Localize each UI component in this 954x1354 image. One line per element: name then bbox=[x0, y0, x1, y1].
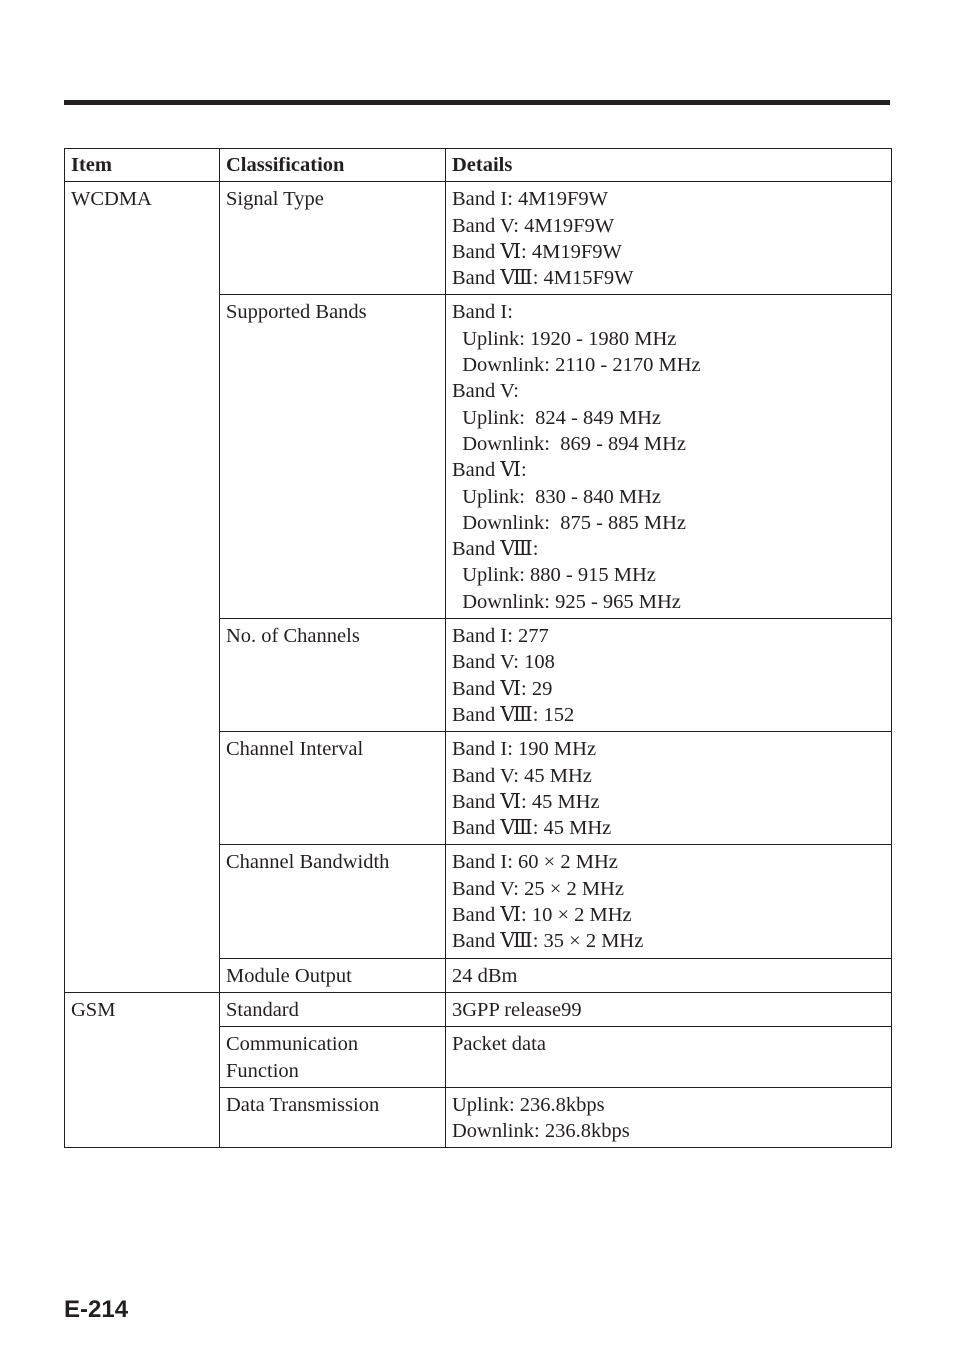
detail-line: Uplink: 236.8kbps bbox=[452, 1093, 605, 1116]
detail-line: Band Ⅷ: 45 MHz bbox=[452, 817, 612, 840]
detail-line: 3GPP release99 bbox=[452, 998, 582, 1021]
detail-line: Uplink: 1920 - 1980 MHz bbox=[452, 327, 677, 350]
detail-line: Band V: 45 MHz bbox=[452, 764, 592, 787]
detail-line: Downlink: 2110 - 2170 MHz bbox=[452, 354, 701, 377]
classification-line: Standard bbox=[226, 998, 299, 1021]
table-row bbox=[65, 182, 892, 295]
page-number: E-214 bbox=[64, 1296, 129, 1323]
classification-line: Data Transmission bbox=[226, 1093, 380, 1116]
classification-cell: Supported Bands bbox=[220, 295, 446, 619]
details-cell bbox=[446, 295, 892, 619]
details-cell bbox=[446, 1087, 892, 1148]
detail-line: Band V: 108 bbox=[452, 651, 555, 674]
table-row bbox=[65, 992, 892, 1026]
detail-line: Band I: 190 MHz bbox=[452, 738, 597, 761]
detail-line: Band I: 277 bbox=[452, 625, 549, 648]
details-cell bbox=[446, 732, 892, 845]
detail-line: Band V: 25 × 2 MHz bbox=[452, 877, 624, 900]
detail-line: Band Ⅵ: 45 MHz bbox=[452, 790, 600, 813]
details-cell bbox=[446, 1027, 892, 1088]
detail-line: Band Ⅵ: 4M19F9W bbox=[452, 240, 622, 263]
detail-line: Band Ⅷ: bbox=[452, 538, 539, 561]
classification-line: Function bbox=[226, 1059, 299, 1082]
detail-line: Band I: 60 × 2 MHz bbox=[452, 851, 618, 874]
detail-line: Band Ⅷ: 152 bbox=[452, 703, 575, 726]
classification-cell: Channel Interval bbox=[220, 732, 446, 845]
detail-line: Band Ⅵ: 29 bbox=[452, 677, 553, 700]
detail-line: Downlink: 869 - 894 MHz bbox=[452, 432, 687, 455]
details-cell bbox=[446, 619, 892, 732]
detail-line: Uplink: 880 - 915 MHz bbox=[452, 564, 656, 587]
detail-line: Band I: 4M19F9W bbox=[452, 188, 609, 211]
classification-cell: Signal Type bbox=[220, 182, 446, 295]
classification-cell: No. of Channels bbox=[220, 619, 446, 732]
item-cell-gsm: GSM bbox=[65, 992, 220, 1147]
detail-line: Band Ⅷ: 4M15F9W bbox=[452, 267, 634, 290]
detail-line: Downlink: 925 - 965 MHz bbox=[452, 590, 681, 613]
item-cell-wcdma: WCDMA bbox=[65, 182, 220, 993]
header-row bbox=[65, 149, 892, 182]
classification-cell bbox=[220, 1087, 446, 1148]
details-cell bbox=[446, 845, 892, 958]
details-cell bbox=[446, 992, 892, 1026]
detail-line: Band Ⅷ: 35 × 2 MHz bbox=[452, 930, 644, 953]
details-cell bbox=[446, 182, 892, 295]
top-rule bbox=[64, 100, 890, 105]
classification-cell bbox=[220, 992, 446, 1026]
detail-line: Packet data bbox=[452, 1033, 546, 1056]
header-details: Details bbox=[446, 149, 892, 182]
spec-table bbox=[64, 148, 892, 1148]
detail-line: Band Ⅵ: bbox=[452, 459, 527, 482]
detail-line: Downlink: 236.8kbps bbox=[452, 1120, 630, 1143]
detail-line: Band V: bbox=[452, 380, 520, 403]
detail-line: 24 dBm bbox=[452, 964, 518, 987]
classification-line: Communication bbox=[226, 1033, 359, 1056]
classification-cell: Module Output bbox=[220, 958, 446, 992]
detail-line: Uplink: 830 - 840 MHz bbox=[452, 485, 661, 508]
classification-cell bbox=[220, 1027, 446, 1088]
detail-line: Band V: 4M19F9W bbox=[452, 214, 615, 237]
detail-line: Band Ⅵ: 10 × 2 MHz bbox=[452, 904, 632, 927]
classification-cell: Channel Bandwidth bbox=[220, 845, 446, 958]
details-cell bbox=[446, 958, 892, 992]
header-item: Item bbox=[65, 149, 220, 182]
detail-line: Downlink: 875 - 885 MHz bbox=[452, 511, 687, 534]
detail-line: Uplink: 824 - 849 MHz bbox=[452, 406, 661, 429]
header-classification: Classification bbox=[220, 149, 446, 182]
detail-line: Band I: bbox=[452, 301, 513, 324]
